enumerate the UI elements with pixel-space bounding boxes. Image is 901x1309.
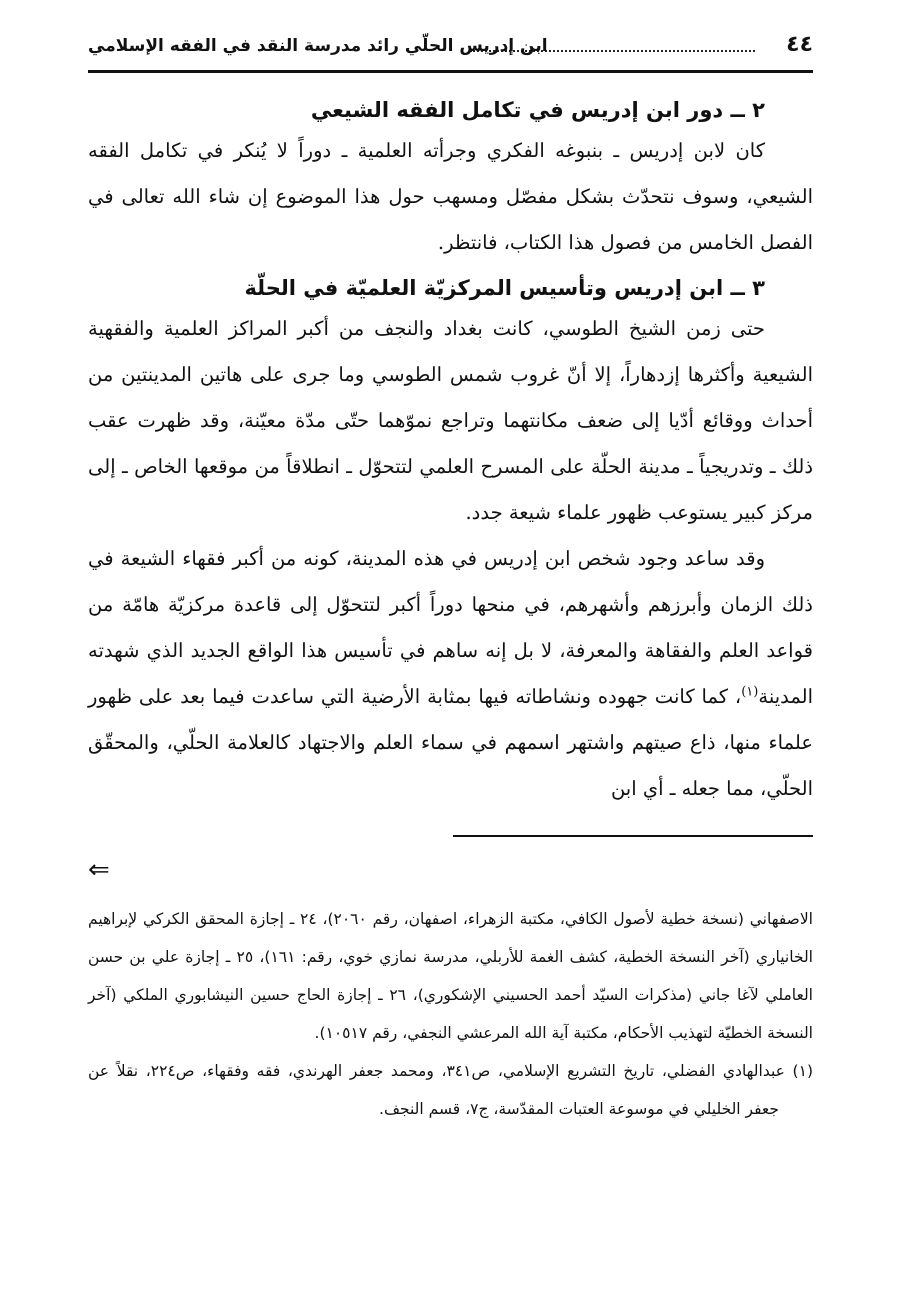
paragraph: حتى زمن الشيخ الطوسي، كانت بغداد والنجف من أكبر المراكز العلمية والفقهية الشيعية وأكثرها إزدهاراً، إلا أنّ غروب شمس الطوسي وما جرى على هاتين المدينتين من أحداث ووقائع أدّيا إلى ضعف مكانتهما وتراجع نموّهما حتّى مدّة معيّنة، وقد ظهرت عقب ذلك ـ وتدريجياً ـ مدينة الحلّة على المسرح العلمي لتتحوّل ـ انطلاقاً من موقعها الخاص ـ إلى مركز كبير يستوعب ظهور علماء شيعة جدد. (88, 317, 813, 524)
footnote-separator (453, 835, 813, 837)
running-title: ابن إدريس الحلّي رائد مدرسة النقد في الفقه الإسلامي (88, 36, 548, 56)
paragraph-text-after-ref: ، كما كانت جهوده ونشاطاته فيها بمثابة الأرضية التي ساعدت فيما بعد على ظهور علماء منها، ذاع صيتهم واشتهر اسمهم في سماء العلم والاجتهاد كالعلامة الحلّي، والمحقّق الحلّي، مما جعله ـ أي ابن (88, 685, 813, 800)
paragraph-text-before-ref: وقد ساعد وجود شخص ابن إدريس في هذه المدينة، كونه من أكبر فقهاء الشيعة في ذلك الزمان وأبرزهم وأشهرهم، في منحها دوراً أكبر لتتحوّل إلى قاعدة مركزيّة هامّة من قواعد العلم والفقاهة والمعرفة، لا بل إنه ساهم في تأسيس هذا الواقع الجديد الذي شهدته المدينة (88, 547, 813, 708)
page-number: ٤٤ (786, 32, 813, 57)
footnote-reference[interactable]: (١) (741, 684, 759, 700)
footnotes (88, 900, 813, 1128)
paragraph-with-footnote (88, 536, 813, 812)
footnote-item: (١) عبدالهادي الفضلي، تاريخ التشريع الإسلامي، ص٣٤١، ومحمد جعفر الهرندي، فقه وفقهاء، ص٢٢٤، نقلاً عن جعفر الخليلي في موسوعة العتبات المقدّسة، ج٧، قسم النجف. (88, 1062, 813, 1118)
footnote-continued: الاصفهاني (نسخة خطية لأصول الكافي، مكتبة الزهراء، اصفهان، رقم ٢٠٦٠)، ٢٤ ـ إجازة المحقق الكركي لإبراهيم الخانياري (آخر النسخة الخطية، كشف الغمة للأربلي، مدرسة نمازي خوي، رقم: ١٦١)، ٢٥ ـ إجازة علي بن حسن العاملي لآغا جاني (مذكرات السيّد أحمد الحسيني الإشكوري)، ٢٦ ـ إجازة الحاج حسين النيشابوري الملكي (آخر النسخة الخطيّة لتهذيب الأحكام، مكتبة آية الله المرعشي النجفي، رقم ١٠٥١٧). (88, 910, 813, 1042)
section-heading: ٢ ــ دور ابن إدريس في تكامل الفقه الشيعي (310, 98, 765, 122)
continuation-arrow-icon: ⇐ (88, 855, 110, 885)
section-ibn-idris-role (88, 98, 813, 266)
main-text (88, 88, 813, 812)
paragraph: كان لابن إدريس ـ بنبوغه الفكري وجرأته العلمية ـ دوراً لا يُنكر في تكامل الفقه الشيعي، وسوف نتحدّث بشكل مفصّل ومسهب حول هذا الموضوع إن شاء الله تعالى في الفصل الخامس من فصول هذا الكتاب، فانتظر. (88, 139, 813, 254)
section-heading: ٣ ــ ابن إدريس وتأسيس المركزيّة العلميّة في الحلّة (244, 276, 765, 300)
section-hilla-center (88, 276, 813, 812)
page-header (88, 30, 813, 73)
